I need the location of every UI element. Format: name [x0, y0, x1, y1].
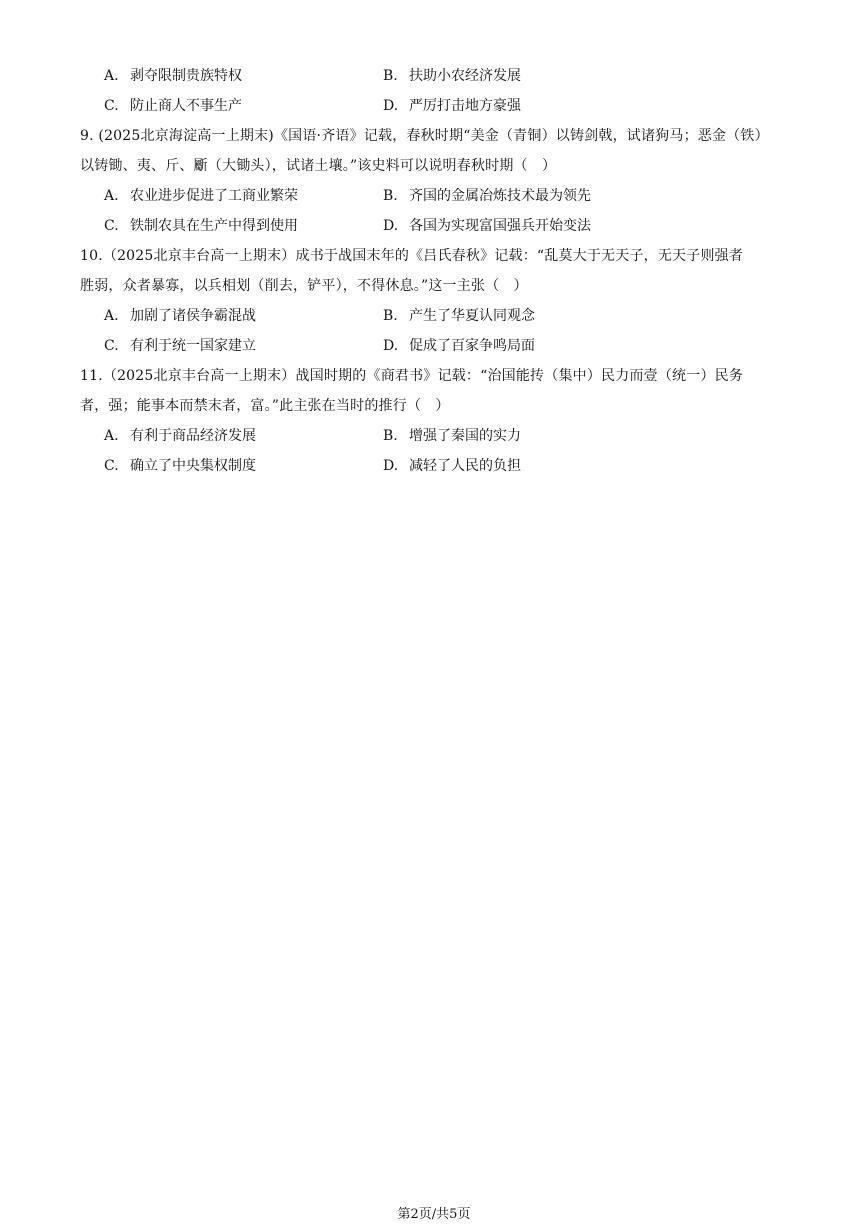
option-text: 农业进步促进了工商业繁荣: [130, 188, 298, 204]
option-label: D.: [383, 98, 399, 114]
option-label: C.: [104, 458, 119, 474]
option-text: 有利于商品经济发展: [130, 428, 256, 444]
q11-option-c: [104, 456, 256, 476]
option-label: B.: [383, 188, 398, 204]
q9-option-d: [383, 216, 591, 236]
option-label: D.: [383, 458, 399, 474]
option-text: 铁制农具在生产中得到使用: [130, 218, 298, 234]
option-text: 加剧了诸侯争霸混战: [130, 308, 256, 324]
q10-stem-line-1: 10.（2025北京丰台高一上期末）成书于战国末年的《吕氏春秋》记载：“乱莫大于无天子，无天子则强者: [80, 248, 744, 264]
option-text: 减轻了人民的负担: [409, 458, 521, 474]
option-label: B.: [383, 308, 398, 324]
q10-option-c: [104, 336, 256, 356]
q9-stem-line-2: 以铸锄、夷、斤、斸（大锄头），试诸土壤。”该史料可以说明春秋时期（ ）: [80, 158, 557, 174]
option-text: 齐国的金属冶炼技术最为领先: [409, 188, 591, 204]
option-label: C.: [104, 338, 119, 354]
option-label: D.: [383, 218, 399, 234]
option-text: 有利于统一国家建立: [130, 338, 256, 354]
option-text: 扶助小农经济发展: [409, 68, 521, 84]
option-text: 各国为实现富国强兵开始变法: [409, 218, 591, 234]
option-text: 促成了百家争鸣局面: [409, 338, 535, 354]
option-label: C.: [104, 218, 119, 234]
option-text: 确立了中央集权制度: [130, 458, 256, 474]
q8-option-a: [104, 66, 242, 86]
q11-option-b: [383, 426, 521, 446]
option-label: D.: [383, 338, 399, 354]
q8-option-d: [383, 96, 521, 116]
q11-option-d: [383, 456, 521, 476]
option-label: B.: [383, 68, 398, 84]
option-text: 防止商人不事生产: [130, 98, 242, 114]
q10-option-b: [383, 306, 535, 326]
option-text: 增强了秦国的实力: [409, 428, 521, 444]
option-label: C.: [104, 98, 119, 114]
q11-stem-line-1: 11.（2025北京丰台高一上期末）战国时期的《商君书》记载：“治国能抟（集中）民力而壹（统一）民务: [80, 368, 744, 384]
q10-option-d: [383, 336, 535, 356]
q10-stem-line-2: 胜弱，众者暴寡，以兵相划（削去，铲平），不得休息。”这一主张（ ）: [80, 278, 528, 294]
q9-option-a: [104, 186, 298, 206]
q8-option-c: [104, 96, 242, 116]
option-text: 严厉打击地方豪强: [409, 98, 521, 114]
option-label: A.: [104, 308, 119, 324]
q9-option-b: [383, 186, 591, 206]
option-text: 产生了华夏认同观念: [409, 308, 535, 324]
option-label: A.: [104, 428, 119, 444]
q8-option-b: [383, 66, 521, 86]
option-label: B.: [383, 428, 398, 444]
q11-option-a: [104, 426, 256, 446]
option-text: 剥夺限制贵族特权: [130, 68, 242, 84]
q9-option-c: [104, 216, 298, 236]
page-number: 第2页/共5页: [397, 1207, 471, 1222]
q11-stem-line-2: 者，强；能事本而禁末者，富。”此主张在当时的推行（ ）: [80, 398, 450, 414]
option-label: A.: [104, 68, 119, 84]
q9-stem-line-1: 9. (2025北京海淀高一上期末)《国语·齐语》记载，春秋时期“美金（青铜）以铸剑戟，试诸狗马；恶金（铁）: [80, 128, 769, 144]
q10-option-a: [104, 306, 256, 326]
option-label: A.: [104, 188, 119, 204]
